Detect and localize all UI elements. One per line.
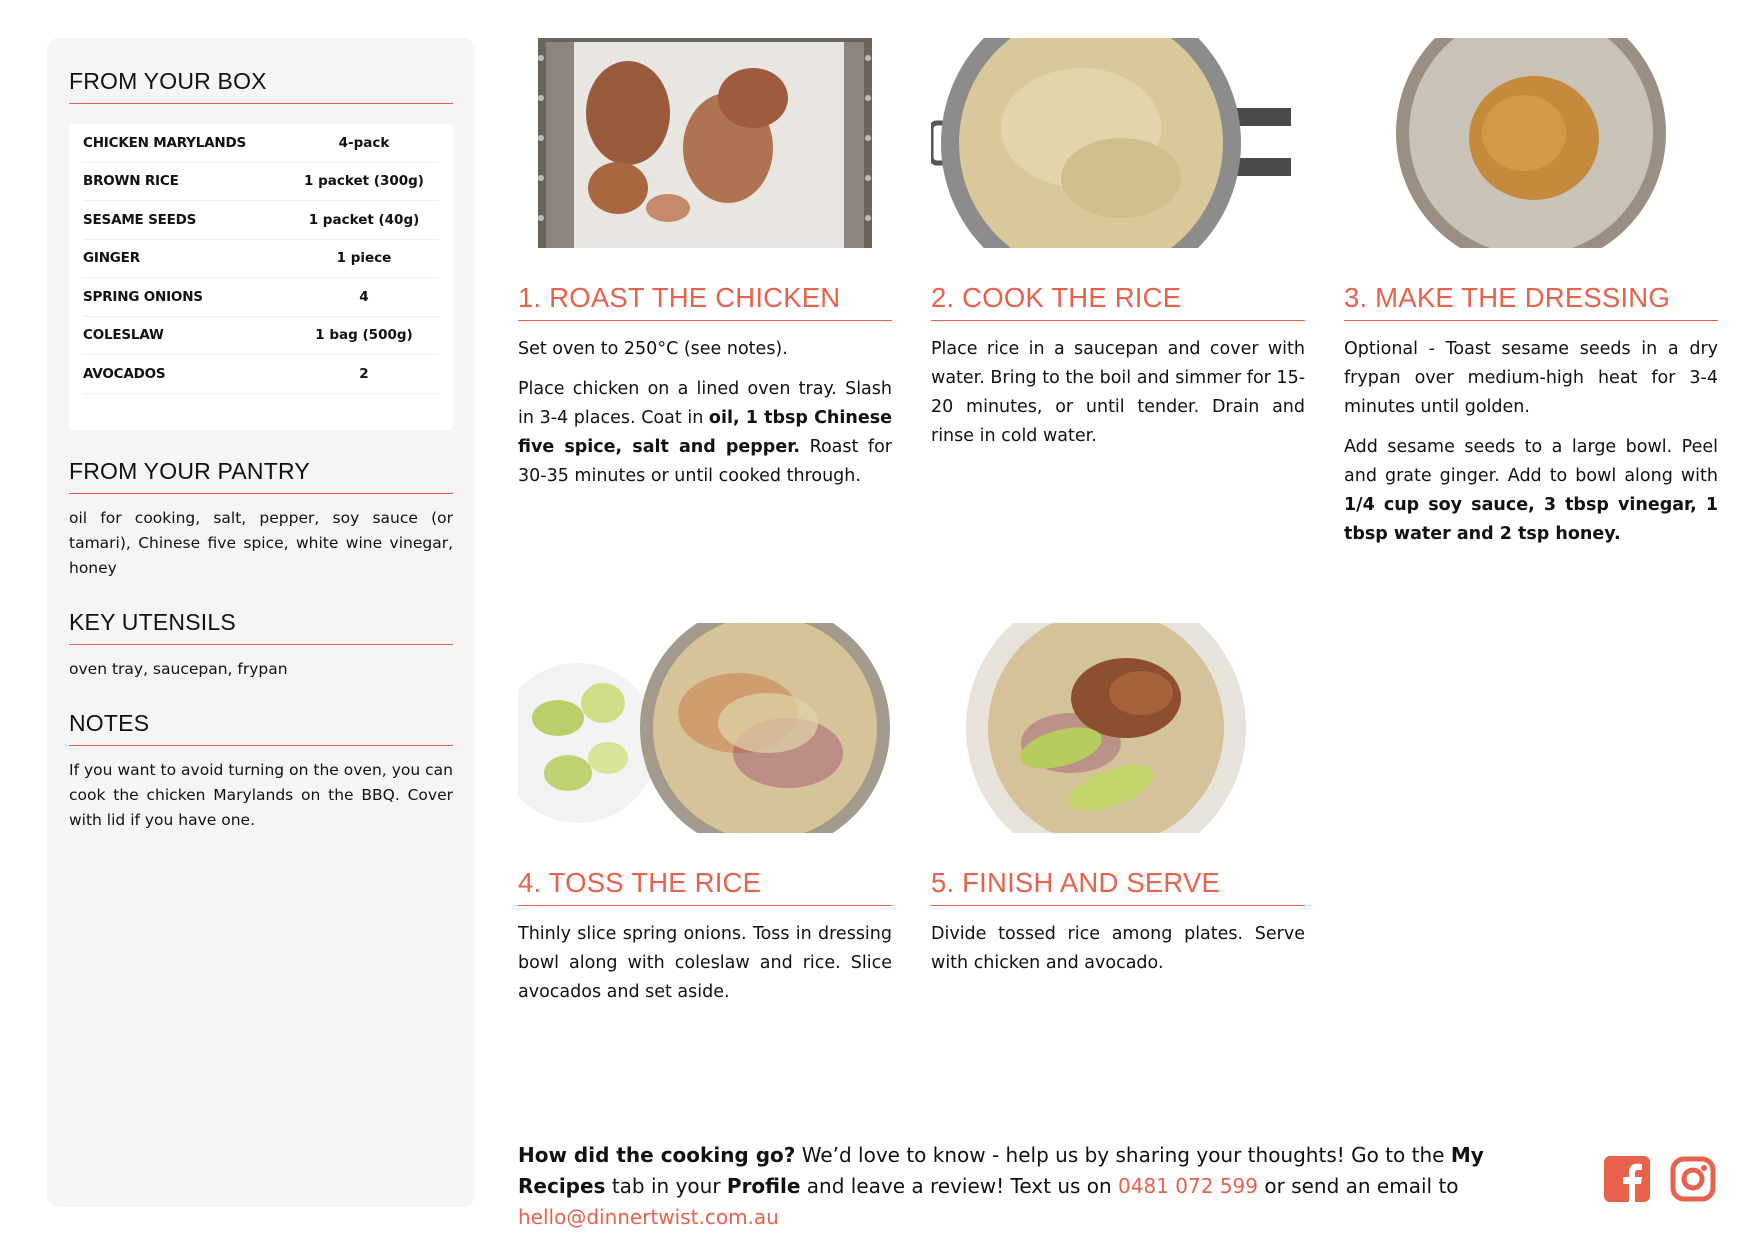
utensils-section bbox=[69, 609, 453, 682]
step-1-text-2a: Place chicken on a lined oven tray. Slash in 3-4 places. Coat in bbox=[518, 379, 892, 428]
footer-text-1: We’d love to know - help us by sharing your thoughts! Go to the bbox=[795, 1143, 1451, 1167]
ingredient-name: BROWN RICE bbox=[83, 173, 179, 190]
step-1-photo bbox=[518, 38, 892, 248]
profile-label: Profile bbox=[726, 1174, 801, 1198]
feedback-footer bbox=[518, 1140, 1578, 1233]
table-row bbox=[83, 278, 439, 317]
footer-text-3: and leave a review! Text us on bbox=[800, 1174, 1119, 1198]
ingredient-qty: 4-pack bbox=[338, 134, 390, 151]
email-link[interactable]: hello@dinnertwist.com.au bbox=[518, 1205, 779, 1229]
ingredient-qty: 1 packet (300g) bbox=[304, 173, 424, 190]
from-your-pantry-heading: FROM YOUR PANTRY bbox=[69, 458, 453, 494]
ingredient-qty: 4 bbox=[359, 288, 369, 305]
ingredient-qty: 2 bbox=[359, 365, 369, 382]
from-your-box-heading: FROM YOUR BOX bbox=[69, 68, 453, 104]
ingredient-name: GINGER bbox=[83, 250, 140, 267]
step-3-text-2a: Add sesame seeds to a large bowl. Peel and grate ginger. Add to bowl along with bbox=[1344, 437, 1718, 486]
step-4-title: 4. TOSS THE RICE bbox=[518, 867, 892, 906]
ingredient-name: SPRING ONIONS bbox=[83, 288, 203, 305]
ingredient-qty: 1 packet (40g) bbox=[308, 211, 420, 228]
ingredient-qty: 1 piece bbox=[336, 250, 392, 267]
utensils-text: oven tray, saucepan, frypan bbox=[69, 659, 288, 678]
notes-heading: NOTES bbox=[69, 710, 453, 746]
notes-section bbox=[69, 710, 453, 833]
footer-text-2: tab in your bbox=[605, 1174, 727, 1198]
step-5-photo bbox=[931, 623, 1305, 833]
pantry-text: oil for cooking, salt, pepper, soy sauce (or tamari), Chinese five spice, white wine vinegar, honey bbox=[69, 508, 453, 577]
step-2 bbox=[931, 38, 1305, 451]
ingredients-sidebar bbox=[47, 38, 475, 1207]
step-3-text-2 bbox=[1344, 433, 1718, 549]
phone-link[interactable]: 0481 072 599 bbox=[1118, 1174, 1259, 1198]
pantry-section bbox=[69, 458, 453, 581]
step-1-title: 1. ROAST THE CHICKEN bbox=[518, 282, 892, 321]
step-4-photo bbox=[518, 623, 892, 833]
table-row bbox=[83, 240, 439, 279]
step-5-title: 5. FINISH AND SERVE bbox=[931, 867, 1305, 906]
step-1 bbox=[518, 38, 892, 491]
box-ingredients-table bbox=[69, 124, 453, 430]
table-row bbox=[83, 124, 439, 163]
key-utensils-heading: KEY UTENSILS bbox=[69, 609, 453, 645]
step-1-text-1: Set oven to 250°C (see notes). bbox=[518, 339, 788, 359]
step-4 bbox=[518, 623, 892, 1007]
footer-question: How did the cooking go? bbox=[518, 1143, 796, 1167]
step-2-text-1: Place rice in a saucepan and cover with water. Bring to the boil and simmer for 15-20 minutes, or until tender. Drain and rinse in cold water. bbox=[931, 339, 1306, 446]
step-1-text-2 bbox=[518, 375, 892, 491]
ingredient-name: COLESLAW bbox=[83, 327, 164, 344]
notes-text: If you want to avoid turning on the oven, you can cook the chicken Marylands on the BBQ. Cover with lid if you have one. bbox=[69, 760, 453, 829]
table-row bbox=[83, 317, 439, 356]
step-1-text-2c: Roast for 30-35 minutes or until cooked through. bbox=[518, 437, 892, 486]
ingredient-name: CHICKEN MARYLANDS bbox=[83, 134, 247, 151]
table-row bbox=[83, 163, 439, 202]
step-3 bbox=[1344, 38, 1718, 549]
step-3-title: 3. MAKE THE DRESSING bbox=[1344, 282, 1718, 321]
ingredient-name: SESAME SEEDS bbox=[83, 211, 197, 228]
step-3-text-2b: 1/4 cup soy sauce, 3 tbsp vinegar, 1 tbsp water and 2 tsp honey. bbox=[1344, 495, 1718, 544]
step-2-photo bbox=[931, 38, 1305, 248]
ingredient-name: AVOCADOS bbox=[83, 365, 166, 382]
table-row bbox=[83, 201, 439, 240]
table-row bbox=[83, 355, 439, 394]
footer-text-4: or send an email to bbox=[1258, 1174, 1459, 1198]
step-5 bbox=[931, 623, 1305, 978]
step-5-text-1: Divide tossed rice among plates. Serve with chicken and avocado. bbox=[931, 924, 1305, 973]
step-3-text-1: Optional - Toast sesame seeds in a dry frypan over medium-high heat for 3-4 minutes until golden. bbox=[1344, 339, 1718, 417]
ingredient-qty: 1 bag (500g) bbox=[315, 327, 413, 344]
step-2-title: 2. COOK THE RICE bbox=[931, 282, 1305, 321]
facebook-icon[interactable] bbox=[1604, 1156, 1650, 1202]
step-3-photo bbox=[1344, 38, 1718, 248]
step-1-text-2b: oil, 1 tbsp Chinese five spice, salt and pepper. bbox=[518, 408, 892, 457]
instagram-icon[interactable] bbox=[1670, 1156, 1716, 1202]
step-4-text-1: Thinly slice spring onions. Toss in dressing bowl along with coleslaw and rice. Slice avocados and set aside. bbox=[518, 924, 892, 1002]
my-recipes-label: My Recipes bbox=[518, 1143, 1484, 1198]
